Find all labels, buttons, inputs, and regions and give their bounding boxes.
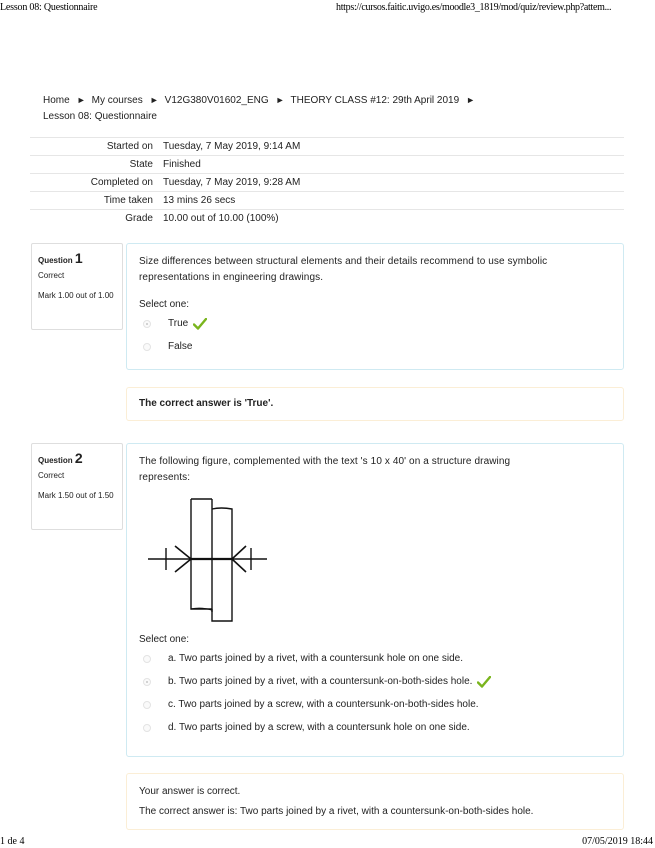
answer-label: a. Two parts joined by a rivet, with a countersunk hole on one side. — [168, 653, 463, 664]
question-state: Correct — [38, 271, 65, 280]
question-1-info — [31, 243, 123, 330]
radio-button-checked[interactable] — [143, 320, 151, 328]
summary-row-state — [30, 156, 624, 174]
question-2-feedback — [126, 773, 624, 830]
check-icon — [193, 318, 207, 330]
correct-answer-text: The correct answer is 'True'. — [139, 398, 274, 409]
summary-value: 13 mins 26 secs — [158, 192, 624, 210]
breadcrumb-section[interactable]: THEORY CLASS #12: 29th April 2019 — [290, 95, 460, 106]
radio-button-checked[interactable] — [143, 678, 151, 686]
answer-option-c[interactable] — [139, 693, 611, 716]
summary-row-completed — [30, 174, 624, 192]
question-state: Correct — [38, 471, 65, 480]
summary-label: Completed on — [30, 174, 158, 192]
print-footer-page: 1 de 4 — [0, 836, 25, 847]
summary-label: Time taken — [30, 192, 158, 210]
select-one-prompt: Select one: — [139, 634, 190, 645]
summary-value: Finished — [158, 156, 624, 174]
breadcrumb-separator-icon: ► — [149, 95, 159, 105]
question-mark: Mark 1.00 out of 1.00 — [38, 291, 114, 300]
print-header-title: Lesson 08: Questionnaire — [0, 2, 98, 13]
answer-label: False — [168, 341, 193, 352]
breadcrumb-home[interactable]: Home — [43, 95, 70, 106]
rivet-diagram-figure — [145, 494, 275, 624]
radio-button[interactable] — [143, 655, 151, 663]
question-text: Size differences between structural elements and their details recommend to use symbolic representations in engineering drawings. — [139, 256, 548, 283]
summary-label: Started on — [30, 138, 158, 156]
check-icon — [477, 676, 491, 688]
summary-value: Tuesday, 7 May 2019, 9:28 AM — [158, 174, 624, 192]
radio-button[interactable] — [143, 724, 151, 732]
answer-label: True — [168, 318, 189, 329]
summary-row-started — [30, 138, 624, 156]
question-text: The following figure, complemented with the text 's 10 x 40' on a structure drawing represents: — [139, 456, 511, 483]
question-number: 1 — [74, 250, 83, 266]
breadcrumb — [43, 92, 603, 125]
summary-row-grade — [30, 210, 624, 228]
answer-option-false[interactable] — [139, 335, 611, 358]
breadcrumb-course[interactable]: V12G380V01602_ENG — [164, 95, 269, 106]
question-number: 2 — [74, 450, 83, 466]
attempt-summary-table — [30, 137, 624, 228]
summary-label: Grade — [30, 210, 158, 228]
breadcrumb-separator-icon: ► — [466, 95, 476, 105]
summary-value: 10.00 out of 10.00 (100%) — [158, 210, 624, 228]
select-one-prompt: Select one: — [139, 299, 190, 310]
question-label: Question — [38, 256, 73, 265]
print-header-url: https://cursos.faitic.uvigo.es/moodle3_1819/mod/quiz/review.php?attem... — [336, 2, 612, 13]
summary-label: State — [30, 156, 158, 174]
answer-option-a[interactable] — [139, 647, 611, 670]
breadcrumb-my-courses[interactable]: My courses — [91, 95, 143, 106]
answer-option-true[interactable] — [139, 312, 611, 335]
feedback-general: Your answer is correct. — [139, 786, 241, 797]
answer-option-d[interactable] — [139, 716, 611, 739]
breadcrumb-quiz[interactable]: Lesson 08: Questionnaire — [43, 111, 157, 122]
answer-label: c. Two parts joined by a screw, with a countersunk-on-both-sides hole. — [168, 699, 479, 710]
question-1-content — [126, 243, 624, 370]
answer-label: d. Two parts joined by a screw, with a countersunk hole on one side. — [168, 722, 470, 733]
correct-answer-text: The correct answer is: Two parts joined by a rivet, with a countersunk-on-both-sides hole. — [139, 806, 534, 817]
answer-label: b. Two parts joined by a rivet, with a countersunk-on-both-sides hole. — [168, 676, 473, 687]
question-1-feedback — [126, 387, 624, 421]
question-2-content — [126, 443, 624, 757]
breadcrumb-separator-icon: ► — [76, 95, 86, 105]
answer-option-b[interactable] — [139, 670, 611, 693]
radio-button[interactable] — [143, 343, 151, 351]
breadcrumb-separator-icon: ► — [275, 95, 285, 105]
question-mark: Mark 1.50 out of 1.50 — [38, 491, 114, 500]
question-2-info — [31, 443, 123, 530]
summary-value: Tuesday, 7 May 2019, 9:14 AM — [158, 138, 624, 156]
radio-button[interactable] — [143, 701, 151, 709]
question-label: Question — [38, 456, 73, 465]
print-footer-datetime: 07/05/2019 18:44 — [582, 836, 653, 847]
summary-row-time-taken — [30, 192, 624, 210]
